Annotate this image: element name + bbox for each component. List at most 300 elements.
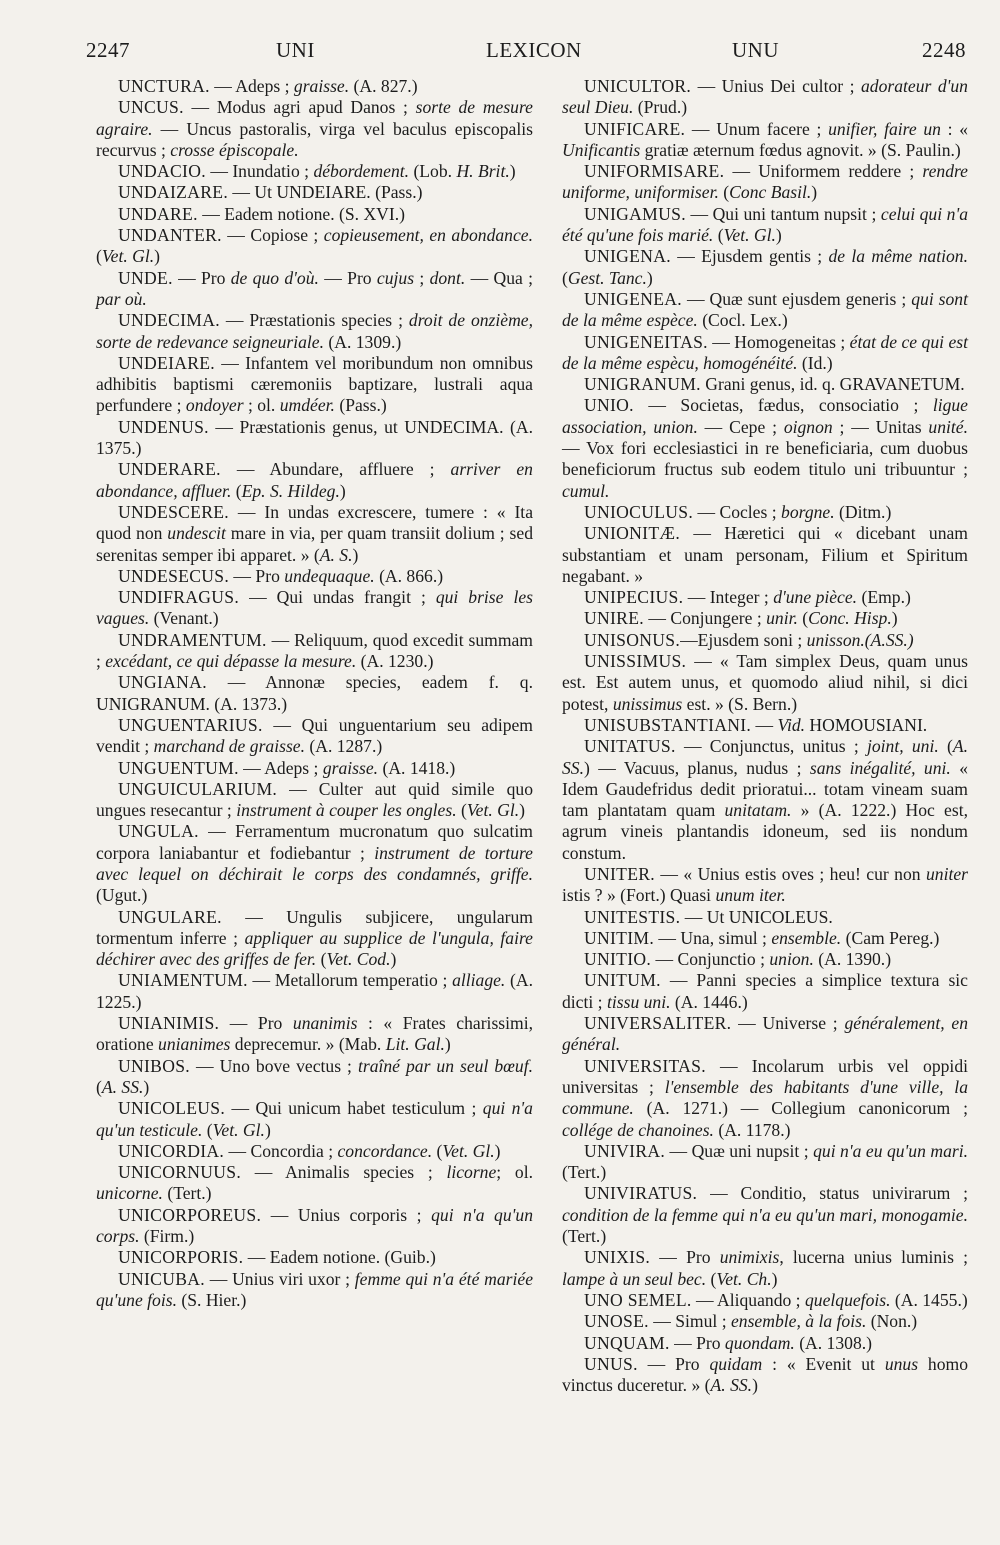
dictionary-entry — [562, 1056, 968, 1141]
entry-text: — Concordia ; — [224, 1140, 338, 1161]
entry-text: ) — [646, 267, 653, 288]
entry-headword: UNISUBSTANTIANI. — [584, 714, 752, 735]
entry-headword: UNGULARE. — [118, 906, 222, 927]
entry-text: ) — [339, 480, 346, 501]
entry-gloss-italic: unicorne. — [96, 1183, 163, 1204]
left-page-number: 2247 — [86, 38, 130, 62]
dictionary-entry — [562, 949, 968, 970]
entry-gloss-italic: Vet. Cod. — [326, 949, 391, 970]
entry-headword: UNIPECIUS. — [584, 587, 684, 608]
entry-text: (A. 1418.) — [378, 757, 456, 778]
dictionary-entry — [96, 758, 533, 779]
entry-headword: UNDARE. — [118, 203, 198, 224]
entry-text: — Pro — [637, 1353, 710, 1374]
entry-headword: UNITIM. — [584, 927, 655, 948]
entry-gloss-italic: quondam. — [724, 1332, 795, 1353]
entry-text: — Annonæ species, eadem f. q. UNIGRANUM. (A. 1373.) — [96, 672, 533, 714]
entry-text: — Societas, fædus, consociatio ; — [633, 395, 933, 416]
entry-text: — Qua ; — [465, 267, 533, 288]
entry-text: — Pro — [650, 1247, 720, 1268]
entry-text: — Adeps ; — [209, 76, 294, 96]
entry-headword: UNDESECUS. — [118, 565, 230, 586]
entry-text: — Ferramentum mucronatum quo sulcatim corpora laniabantur et fodiebantur ; — [96, 821, 533, 863]
dictionary-entry — [562, 119, 968, 162]
entry-gloss-italic: ensemble. — [771, 927, 842, 948]
entry-headword: UNIGAMUS. — [584, 203, 686, 224]
entry-headword: UNIGENEA. — [584, 288, 682, 309]
entry-gloss-italic: Vet. Ch. — [716, 1268, 772, 1289]
dictionary-entry — [96, 779, 533, 822]
entry-headword: UNICORDIA. — [118, 1140, 225, 1161]
dictionary-entry — [562, 630, 968, 651]
entry-headword: UNOSE. — [584, 1311, 649, 1332]
entry-text: (A. 1446.) — [670, 991, 748, 1012]
entry-text: — « Unius estis oves ; heu! cur non — [655, 863, 926, 884]
dictionary-entry — [562, 332, 968, 375]
entry-gloss-italic: dont. — [429, 267, 466, 288]
dictionary-entry — [562, 246, 968, 289]
entry-headword: UNIRE. — [584, 608, 644, 629]
entry-text: Grani genus, id. q. GRAVANETUM. — [700, 374, 965, 395]
entry-headword: UNIFORMISARE. — [584, 161, 725, 182]
dictionary-entry — [96, 715, 533, 758]
entry-headword: UNICORPORIS. — [118, 1247, 244, 1268]
entry-gloss-italic: adorateur d'un seul Dieu. — [562, 76, 968, 118]
entry-text: ; — [414, 267, 430, 288]
dictionary-entry — [562, 1247, 968, 1290]
entry-text: ( — [797, 608, 809, 629]
entry-gloss-italic: instrument de torture avec lequel on déchirait le corps des condamnés, griffe. — [96, 842, 533, 884]
entry-text: ) — [390, 949, 397, 970]
entry-text: — Una, simul ; — [654, 927, 772, 948]
entry-text: ) — [264, 1119, 271, 1140]
entry-text: — Copiose ; — [221, 225, 324, 246]
entry-gloss-italic: graisse. — [322, 757, 379, 778]
dictionary-entry — [96, 821, 533, 906]
entry-gloss-italic: unianimes — [158, 1034, 231, 1055]
entry-text: — « Tam simplex Deus, quam unus est. Est autem unus, et quomodo aliud nihil, si dici potest, — [562, 651, 968, 714]
entry-text: ) — [494, 1140, 501, 1161]
entry-text: — Pro — [318, 267, 377, 288]
entry-text: (A. 1271.) — Collegium canonicorum ; — [633, 1098, 968, 1119]
entry-text: ( — [456, 800, 467, 821]
entry-headword: UNDEIARE. — [118, 352, 216, 373]
entry-gloss-italic: tissu uni. — [606, 991, 671, 1012]
entry-text: — Qui undas frangit ; — [239, 587, 436, 608]
entry-gloss-italic: unus — [884, 1353, 919, 1374]
entry-gloss-italic: Vid. — [777, 714, 806, 735]
entry-text: — Modus agri apud Danos ; — [183, 97, 416, 118]
entry-headword: UNGUENTARIUS. — [118, 714, 263, 735]
entry-headword: UNDERARE. — [118, 459, 221, 480]
entry-gloss-italic: unifier, faire un — [828, 118, 941, 139]
entry-gloss-italic: Vet. Gl. — [723, 225, 776, 246]
entry-gloss-italic: H. Brit. — [456, 161, 510, 182]
entry-text: : « Evenit ut — [762, 1353, 885, 1374]
entry-text: — — [751, 714, 778, 735]
entry-gloss-italic: licorne — [446, 1162, 497, 1183]
entry-headword: UNIXIS. — [584, 1247, 651, 1268]
entry-text: — Adeps ; — [238, 757, 323, 778]
entry-text: — Universe ; — [731, 1013, 845, 1034]
dictionary-entry — [96, 161, 533, 182]
entry-gloss-italic: droit de onzième, sorte de redevance seigneuriale. — [96, 310, 533, 352]
entry-text: : « — [940, 118, 968, 139]
entry-gloss-italic: cujus — [376, 267, 415, 288]
entry-text: ) — [444, 1034, 451, 1055]
dictionary-entry — [96, 204, 533, 225]
dictionary-entry — [96, 587, 533, 630]
entry-headword: UNICORPOREUS. — [118, 1204, 262, 1225]
entry-gloss-italic: Ep. S. Hildeg. — [241, 480, 340, 501]
entry-text: — Incolarum urbis vel oppidi universitas ; — [562, 1055, 968, 1097]
dictionary-entry — [562, 1354, 968, 1397]
entry-text: (Ditm.) — [834, 501, 892, 522]
entry-text: (A. 1308.) — [794, 1332, 873, 1353]
entry-text: — Abundare, affluere ; — [220, 459, 451, 480]
entry-text: ) — [519, 800, 526, 821]
entry-gloss-italic: A. SS. — [101, 1076, 144, 1097]
entry-headword: UNIVIRA. — [584, 1140, 666, 1161]
dictionary-entry — [96, 417, 533, 460]
entry-gloss-italic: d'une pièce. — [773, 587, 858, 608]
entry-text: (Prud.) — [633, 97, 688, 118]
entry-gloss-italic: par où. — [96, 288, 147, 309]
dictionary-entry — [96, 1098, 533, 1141]
entry-headword: UNIGRANUM. — [584, 374, 701, 395]
entry-text: ) — [154, 246, 161, 267]
entry-gloss-italic: lampe à un seul bec. — [562, 1268, 707, 1289]
entry-text: — Quæ uni nupsit ; — [665, 1140, 814, 1161]
entry-text: — Inundatio ; — [205, 161, 314, 182]
dictionary-entry — [96, 182, 533, 203]
entry-gloss-italic: qui brise les vagues. — [96, 587, 533, 629]
entry-gloss-italic: alliage. — [452, 970, 506, 991]
entry-headword: UNIO. — [584, 395, 634, 416]
entry-headword: UNDRAMENTUM. — [118, 629, 267, 650]
entry-headword: UNGIANA. — [118, 672, 207, 693]
entry-text: — Eadem notione. (Guib.) — [243, 1247, 436, 1268]
right-column — [562, 76, 968, 1396]
dictionary-entry — [96, 225, 533, 268]
entry-text: — Animalis species ; — [241, 1162, 447, 1183]
entry-gloss-italic: femme qui n'a été mariée qu'une fois. — [96, 1268, 534, 1310]
entry-headword: UNDANTER. — [118, 225, 222, 246]
entry-headword: UNIBOS. — [118, 1055, 190, 1076]
entry-text: — Conditio, status univirarum ; — [697, 1183, 968, 1204]
entry-headword: UNIANIMIS. — [118, 1013, 220, 1034]
entry-text: — Pro — [219, 1013, 293, 1034]
dictionary-entry — [96, 1141, 533, 1162]
entry-text: — Integer ; — [683, 587, 774, 608]
entry-text: — Quæ sunt ejusdem generis ; — [681, 288, 912, 309]
entry-text: (Cam Pereg.) — [841, 927, 940, 948]
entry-text: « Idem Gaudefridus dedit prioratui... totam vineam suam tam plantatam quam — [562, 757, 968, 821]
entry-text: ( — [432, 1140, 443, 1161]
entry-gloss-italic: concordance. — [337, 1140, 433, 1161]
entry-gloss-italic: débordement. — [313, 161, 410, 182]
entry-gloss-italic: A. S. — [319, 544, 353, 565]
entry-text: —Ejusdem soni ; — [680, 629, 807, 650]
entry-headword: UNISSIMUS. — [584, 651, 687, 672]
dictionary-entry — [96, 907, 533, 971]
entry-headword: UNISONUS. — [584, 629, 681, 650]
entry-text: est. » (S. Bern.) — [682, 693, 798, 714]
entry-text: — Conjunctio ; — [651, 949, 770, 970]
entry-headword: UNGUENTUM. — [118, 757, 239, 778]
entry-text: : « Frates charissimi, oratione — [96, 1013, 533, 1055]
entry-gloss-italic: unum iter. — [715, 885, 786, 906]
entry-text: — Ut UNDEIARE. (Pass.) — [228, 182, 423, 203]
dictionary-entry — [96, 310, 533, 353]
dictionary-entry — [562, 736, 968, 864]
dictionary-entry — [96, 672, 533, 715]
entry-gloss-italic: marchand de graisse. — [153, 736, 305, 757]
dictionary-entry — [96, 1247, 533, 1268]
entry-text: ( — [96, 246, 102, 267]
entry-text: ) — Vacuus, planus, nudus ; — [584, 757, 810, 778]
dictionary-entry — [562, 928, 968, 949]
entry-gloss-italic: sans inégalité, uni. — [809, 757, 951, 778]
dictionary-entry — [562, 289, 968, 332]
entry-headword: UNUS. — [584, 1353, 638, 1374]
dictionary-entry — [96, 268, 533, 311]
entry-gloss-italic: umdéer. — [279, 395, 335, 416]
entry-gloss-italic: joint, uni. — [866, 736, 939, 757]
entry-text: (A. 866.) — [374, 565, 444, 586]
entry-gloss-italic: unité. — [928, 416, 968, 437]
dictionary-entry — [96, 630, 533, 673]
entry-text: — Præstationis genus, ut UNDECIMA. (A. 1375.) — [96, 416, 533, 459]
dictionary-entry — [96, 1205, 533, 1248]
entry-text: — Præstationis species ; — [219, 310, 409, 331]
entry-headword: UNITER. — [584, 863, 655, 884]
entry-gloss-italic: oignon — [783, 416, 833, 437]
lexicon-title: LEXICON — [486, 38, 582, 62]
entry-headword: UNCUS. — [118, 97, 184, 118]
entry-gloss-italic: A. SS. — [562, 736, 968, 778]
dictionary-entry — [96, 1269, 533, 1312]
entry-gloss-italic: l'ensemble des habitants d'une ville, la commune. — [562, 1076, 968, 1119]
entry-gloss-italic: undescit — [167, 523, 226, 544]
entry-gloss-italic: instrument à couper les ongles. — [236, 800, 457, 821]
entry-text: — Qui unguentarium seu adipem vendit ; — [96, 714, 533, 757]
dictionary-entry — [562, 204, 968, 247]
dictionary-entry — [96, 76, 533, 97]
entry-gloss-italic: Vet. Gl. — [442, 1140, 495, 1161]
entry-headword: UNITATUS. — [584, 736, 676, 757]
entry-gloss-italic: undequaque. — [284, 565, 375, 586]
entry-text: (A. 827.) — [349, 76, 418, 96]
entry-text: ) — [752, 1375, 758, 1396]
entry-gloss-italic: collége de chanoines. — [562, 1119, 714, 1140]
entry-text: (S. Hier.) — [176, 1289, 247, 1310]
entry-text: — Aliquando ; — [691, 1289, 805, 1310]
entry-gloss-italic: unimixis — [719, 1247, 780, 1268]
entry-gloss-italic: Vet. Gl. — [212, 1119, 265, 1140]
entry-gloss-italic: état de ce qui est de la même espècu, homogénéité. — [562, 331, 968, 373]
entry-text: — Ejusdem gentis ; — [670, 246, 829, 267]
dictionary-entry — [96, 459, 533, 502]
dictionary-entry — [562, 608, 968, 629]
entry-headword: UNICULTOR. — [584, 76, 692, 96]
dictionary-entry — [96, 1162, 533, 1205]
entry-gloss-italic: graisse. — [293, 76, 350, 96]
entry-text: (Ugut.) — [96, 885, 148, 906]
entry-text: (A. 1390.) — [813, 949, 892, 970]
entry-text: — Uno bove vectus ; — [190, 1055, 358, 1076]
entry-text: ) — [771, 1268, 778, 1289]
entry-text: — Reliquum, quod excedit summam ; — [96, 629, 533, 672]
entry-headword: UNO SEMEL. — [584, 1289, 692, 1310]
entry-text: (Tert.) — [562, 1162, 607, 1183]
entry-headword: UNDACIO. — [118, 161, 206, 182]
dictionary-entry — [562, 587, 968, 608]
entry-text: (A. 1309.) — [324, 331, 402, 352]
entry-text: — Vox fori ecclesiastici in re beneficiaria, cum duobus beneficiorum fructus sub eodem titulo uni tribuuntur ; — [562, 438, 968, 480]
entry-text: ; ol. — [496, 1162, 533, 1183]
entry-text: (Emp.) — [857, 587, 911, 608]
entry-text: (A. 1230.) — [356, 651, 434, 672]
entry-gloss-italic: unitatam. — [724, 800, 792, 821]
entry-gloss-italic: Vet. Gl. — [466, 800, 520, 821]
entry-text: — Simul ; — [648, 1311, 731, 1332]
entry-gloss-italic: unisson.(A.SS.) — [806, 629, 914, 650]
entry-gloss-italic: quelquefois. — [804, 1289, 891, 1310]
dictionary-entry — [562, 1290, 968, 1311]
entry-headword: UNITESTIS. — [584, 906, 681, 927]
entry-text: — Uniformem reddere ; — [724, 161, 923, 182]
entry-headword: UNGUICULARIUM. — [118, 778, 278, 799]
entry-text: ) — [891, 608, 898, 629]
entry-gloss-italic: unir. — [766, 608, 798, 629]
dictionary-entry — [96, 97, 533, 161]
dictionary-entry — [562, 523, 968, 587]
entry-text: ) — [811, 182, 818, 203]
entry-gloss-italic: Vet. Gl. — [101, 246, 155, 267]
entry-gloss-italic: qui n'a qu'un corps. — [96, 1204, 533, 1247]
entry-text: ( — [713, 225, 724, 246]
entry-gloss-italic: ensemble, à la fois. — [730, 1311, 867, 1332]
entry-text: (Id.) — [797, 352, 833, 373]
entry-headword: UNIGENA. — [584, 246, 671, 267]
entry-text: ( — [96, 1076, 102, 1097]
entry-text: — Eadem notione. (S. XVI.) — [197, 203, 405, 224]
entry-gloss-italic: qui sont de la même espèce. — [562, 288, 968, 331]
entry-text: — Panni species a simplice textura sic dicti ; — [562, 970, 968, 1012]
entry-headword: UNDE. — [118, 267, 173, 288]
entry-gloss-italic: arriver en abondance, affluer. — [96, 459, 533, 501]
entry-gloss-italic: de la même nation. — [828, 246, 968, 267]
entry-text: — Pro — [669, 1332, 725, 1353]
entry-text: ( — [938, 736, 953, 757]
right-page-number: 2248 — [922, 38, 966, 62]
entry-text: — Unum facere ; — [685, 118, 829, 139]
entry-text: — Ungulis subjicere, ungularum tormentum inferre ; — [96, 906, 533, 948]
entry-headword: UNIFICARE. — [584, 118, 686, 139]
entry-text: (A. 1455.) — [890, 1289, 968, 1310]
entry-text: — Homogeneitas ; — [707, 331, 850, 352]
dictionary-entry — [96, 502, 533, 566]
entry-text: — Metallorum temperatio ; — [247, 970, 453, 991]
left-column — [96, 76, 533, 1311]
entry-text: (Tert.) — [562, 1226, 607, 1247]
entry-headword: UNITUM. — [584, 970, 661, 991]
dictionary-entry — [562, 1183, 968, 1247]
entry-gloss-italic: Conc Basil. — [729, 182, 812, 203]
right-guide-word: UNU — [732, 38, 779, 62]
entry-gloss-italic: Lit. Gal. — [385, 1034, 445, 1055]
entry-text: — Conjunctus, unitus ; — [675, 736, 867, 757]
dictionary-entry — [562, 1311, 968, 1332]
entry-text: — Unius Dei cultor ; — [691, 76, 861, 96]
dictionary-entry — [96, 970, 533, 1013]
entry-gloss-italic: généralement, en général. — [562, 1013, 968, 1055]
dictionary-entry — [562, 1333, 968, 1354]
entry-gloss-italic: copieusement, en abondance. — [323, 225, 533, 246]
dictionary-entry — [562, 395, 968, 501]
entry-text: ( — [706, 1268, 717, 1289]
entry-text: (Lob. — [409, 161, 457, 182]
entry-text: » (A. 1222.) Hoc est, agrum vineis plantandis idoneum, sed iis nondum constum. — [562, 800, 968, 863]
entry-text: homo vinctus duceretur. » ( — [562, 1353, 968, 1396]
dictionary-entry — [96, 1056, 533, 1099]
entry-headword: UNICORNUUS. — [118, 1162, 242, 1183]
entry-text: istis ? » (Fort.) Quasi — [562, 885, 716, 906]
dictionary-entry — [562, 907, 968, 928]
entry-gloss-italic: unissimus — [612, 693, 683, 714]
entry-text: — Ut UNICOLEUS. — [680, 906, 833, 927]
entry-gloss-italic: unanimis — [292, 1013, 358, 1034]
entry-gloss-italic: sorte de mesure agraire. — [96, 97, 533, 139]
entry-text: — Hæretici qui « dicebant unam substantiam et unam personam, Filium et Spiritum negabant. » — [562, 523, 968, 586]
entry-gloss-italic: crosse épiscopale. — [170, 139, 299, 160]
dictionary-entry — [96, 566, 533, 587]
entry-gloss-italic: ligue association, union. — [562, 395, 968, 437]
entry-headword: UNDENUS. — [118, 416, 209, 437]
entry-text: (A. 1225.) — [96, 970, 533, 1012]
entry-headword: UNICOLEUS. — [118, 1098, 226, 1119]
entry-gloss-italic: traîné par un seul bœuf. — [357, 1055, 533, 1076]
entry-text: , lucerna unius luminis ; — [779, 1247, 968, 1268]
entry-gloss-italic: qui n'a eu qu'un mari. — [813, 1140, 969, 1161]
entry-text: — In undas excrescere, tumere : « Ita quod non — [96, 501, 533, 544]
entry-gloss-italic: condition de la femme qui n'a eu qu'un mari, monogamie. — [562, 1204, 968, 1225]
entry-headword: UNIVERSALITER. — [584, 1013, 732, 1034]
entry-text: HOMOUSIANI. — [805, 714, 928, 735]
entry-headword: UNDECIMA. — [118, 310, 220, 331]
entry-text: (Non.) — [866, 1311, 918, 1332]
entry-text: ; ol. — [243, 395, 280, 416]
entry-headword: UNICUBA. — [118, 1268, 205, 1289]
entry-text: (Tert.) — [162, 1183, 212, 1204]
dictionary-entry — [562, 161, 968, 204]
entry-gloss-italic: quidam — [709, 1353, 763, 1374]
entry-text: (Cocl. Lex.) — [697, 310, 788, 331]
entry-text: ( — [718, 182, 730, 203]
dictionary-entry — [562, 374, 968, 395]
entry-text: — Cepe ; — [697, 416, 784, 437]
entry-gloss-italic: uniter — [925, 863, 968, 884]
entry-text: — Pro — [229, 565, 285, 586]
entry-text: ) — [352, 544, 359, 565]
entry-text: ( — [562, 267, 568, 288]
entry-text: — Infantem vel moribundum non omnibus adhibitis baptismi cæremoniis baptizare, lustrali aqua perfundere ; — [96, 352, 533, 416]
entry-gloss-italic: rendre uniforme, uniformiser. — [562, 161, 968, 203]
entry-gloss-italic: ondoyer — [185, 395, 244, 416]
entry-text: — Culter aut quid simile quo ungues resecantur ; — [96, 778, 533, 821]
entry-text: — Uncus pastoralis, virga vel baculus episcopalis recurvus ; — [96, 118, 533, 160]
